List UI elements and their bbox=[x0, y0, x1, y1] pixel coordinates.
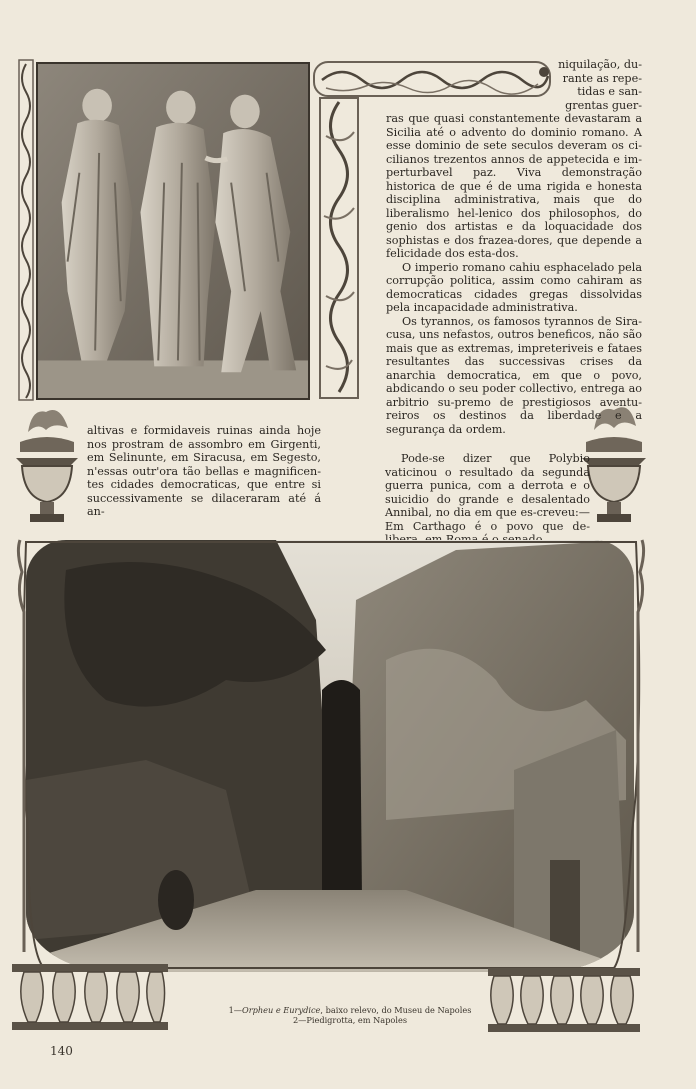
caption-number: 1— bbox=[228, 1005, 242, 1015]
page-number: 140 bbox=[50, 1044, 73, 1058]
text-line: niquilação, du- bbox=[558, 58, 642, 71]
text-line: grentas guer- bbox=[565, 98, 642, 112]
upper-right-heading-lines bbox=[528, 58, 642, 112]
paragraph-polybio: Pode-se dizer que Polybio vaticinou o resultado da segunda guerra punica, com a derrota e o suicidio do grande e desalentado Annibal, no dia em que es-creveu:—Em Carthago é o povo que de- bbox=[385, 452, 590, 533]
left-border-ornament bbox=[16, 58, 36, 402]
paragraph-tyrannos: Os tyrannos, os famosos tyrannos de Sira-cusa, uns nefastos, outros beneficos, não são mais que as extremas, impreteriveis e fataes resultantes das successivas crises da anarchia democratica, em que o povo, abdicando o seu poder collectivo, entrega ao arbitrio su-premo de prestigiosos aventu-reiros os destinos da liberdade e a segurança da ordem. bbox=[386, 314, 642, 436]
paragraph-sicilia: ras que quasi constantemente devastaram a Sicilia até o advento do dominio romano. A esse dominio de sete seculos deveram os ci-cilianos trezentos annos de appetecida e im-perturbavel paz. Viva demonstração historica de que é de uma rigida e honesta disciplina administrativa, mais que do liberalismo hel-lenico dos philosophos, do genio dos artistas e da loquacidade dos sophistas e dos frazea-dores, que depende a felicidade dos esta-dos. bbox=[386, 112, 642, 260]
caption-piedigrotta: 2—Piedigrotta, em Napoles bbox=[292, 1015, 408, 1025]
relief-image bbox=[38, 64, 308, 398]
photo-frame-ornament bbox=[14, 532, 648, 978]
paragraph-imperio-romano: O imperio romano cahiu esphacelado pela corrupção politica, assim como cahiram as democraticas cidades gregas dissolvidas pela incapacidade administrativa. bbox=[386, 260, 642, 314]
caption-rest: , baixo relevo, do Museu de Napoles bbox=[320, 1005, 472, 1015]
caption-orpheus bbox=[190, 1005, 510, 1015]
caption-title: Orpheu e Eurydice bbox=[242, 1005, 321, 1015]
text-line: tidas e san- bbox=[577, 85, 642, 98]
upper-right-column bbox=[386, 112, 642, 436]
left-balustrade-ornament bbox=[10, 962, 170, 1032]
paragraph-ruinas: altivas e formidaveis ruinas ainda hoje nos prostram de assombro em Girgenti, em Selinunte, em Siracusa, em Segesto, n'essas outr'ora tão bellas e magnificen-tes cidades democraticas, que entre si successivamente se dilaceraram até á an- bbox=[87, 424, 321, 518]
left-urn-ornament bbox=[10, 402, 84, 532]
orpheus-eurydice-relief-photo bbox=[36, 62, 310, 400]
lower-left-column bbox=[87, 424, 321, 519]
vertical-vine-ornament bbox=[314, 96, 364, 402]
text-line: rante as repe- bbox=[562, 71, 642, 85]
